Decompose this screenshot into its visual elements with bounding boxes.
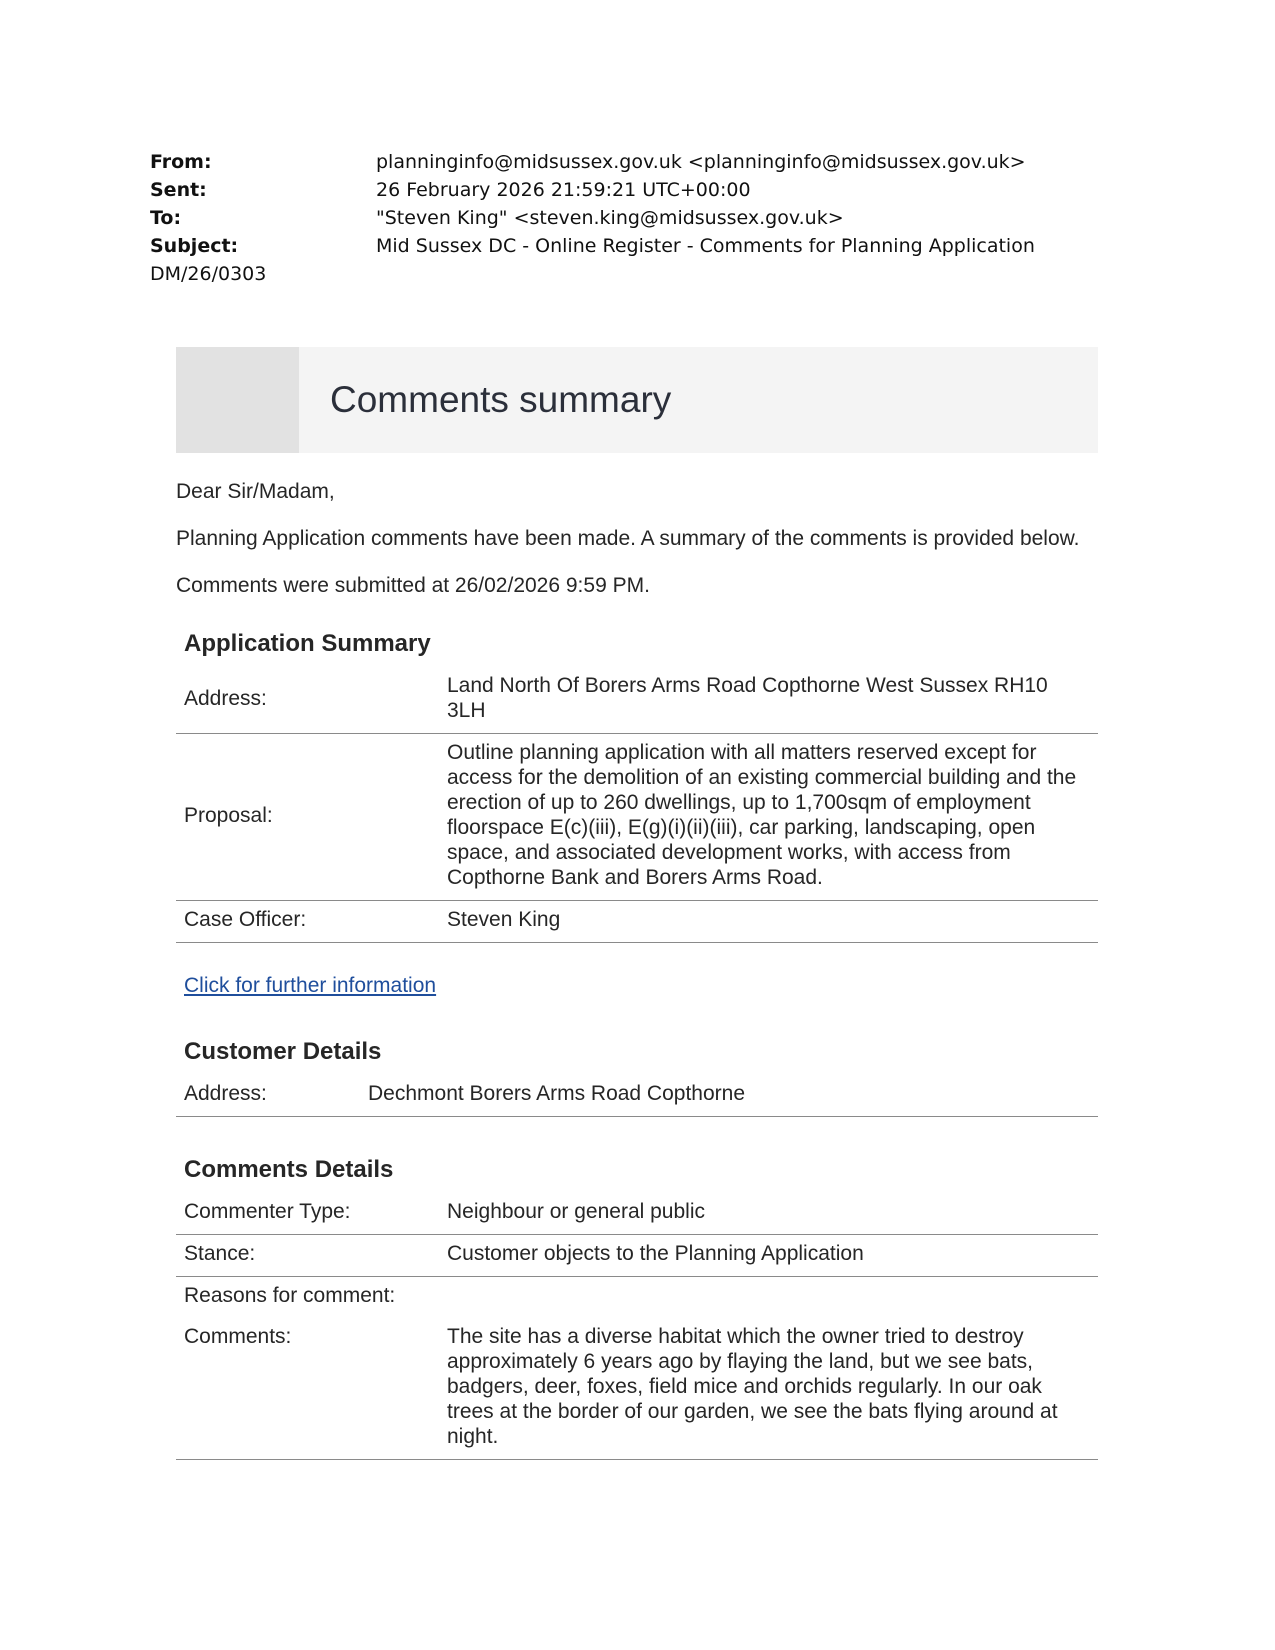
row-value: Outline planning application with all matters reserved except for access for the demolition of an existing commercial building and the erection of up to 260 dwellings, up to 1,700sqm of employment floorspace E(c)(iii), E(g)(i)(ii)(iii), car parking, landscaping, open space, and associated development works, with access from Copthorne Bank and Borers Arms Road. (439, 734, 1098, 901)
banner-title: Comments summary (330, 379, 672, 420)
greeting: Dear Sir/Madam, (176, 480, 335, 503)
row-value (439, 1277, 1098, 1319)
row-value: Neighbour or general public (439, 1193, 1098, 1235)
row-value: The site has a diverse habitat which the owner tried to destroy approximately 6 years ago by flaying the land, but we see bats, badgers, deer, foxes, field mice and orchids regularly. In our oak trees at the border of our garden, we see the bats flying around at night. (439, 1318, 1098, 1460)
subject-value: Mid Sussex DC - Online Register - Comments for Planning Application (376, 235, 1035, 257)
submitted-time: Comments were submitted at 26/02/2026 9:59 PM. (176, 574, 650, 597)
table-row (176, 1277, 1098, 1319)
sent-value: 26 February 2026 21:59:21 UTC+00:00 (376, 179, 751, 201)
table-row (176, 1075, 1098, 1117)
row-value: Steven King (439, 901, 1098, 943)
subject-label: Subject: (150, 235, 239, 257)
row-label: Comments: (176, 1318, 439, 1460)
row-label: Proposal: (176, 734, 439, 901)
further-info-wrap (176, 973, 1098, 999)
email-header (150, 148, 1100, 288)
row-value: Dechmont Borers Arms Road Copthorne (360, 1075, 1098, 1117)
customer-details-heading: Customer Details (184, 1038, 382, 1065)
to-label: To: (150, 207, 182, 229)
comments-details-table (176, 1193, 1098, 1460)
email-body (176, 347, 1098, 1460)
from-label: From: (150, 151, 212, 173)
table-row (176, 734, 1098, 901)
table-row (176, 1193, 1098, 1235)
row-label: Reasons for comment: (184, 1284, 396, 1307)
row-label: Stance: (176, 1235, 439, 1277)
row-value: Land North Of Borers Arms Road Copthorne West Sussex RH10 3LH (439, 667, 1098, 734)
table-row (176, 1235, 1098, 1277)
table-row (176, 901, 1098, 943)
sent-row (150, 176, 1100, 204)
application-summary-heading: Application Summary (184, 630, 431, 657)
subject-continued: DM/26/0303 (150, 263, 267, 285)
row-value: Customer objects to the Planning Application (439, 1235, 1098, 1277)
subject-row (150, 232, 1100, 260)
application-summary-table (176, 667, 1098, 943)
further-info-link[interactable]: Click for further information (184, 974, 437, 997)
row-label: Address: (176, 1075, 360, 1117)
banner-accent-block (176, 347, 299, 453)
table-row (176, 1318, 1098, 1460)
row-label: Case Officer: (176, 901, 439, 943)
comments-details-heading: Comments Details (184, 1156, 394, 1183)
row-label: Commenter Type: (176, 1193, 439, 1235)
to-row (150, 204, 1100, 232)
banner (176, 347, 1098, 453)
intro-message: Planning Application comments have been made. A summary of the comments is provided below. (176, 527, 1080, 550)
table-row (176, 667, 1098, 734)
from-value: planninginfo@midsussex.gov.uk <planninginfo@midsussex.gov.uk> (376, 151, 1026, 173)
sent-label: Sent: (150, 179, 207, 201)
row-label: Address: (176, 667, 439, 734)
from-row (150, 148, 1100, 176)
customer-details-table (176, 1075, 1098, 1117)
to-value: "Steven King" <steven.king@midsussex.gov.uk> (376, 207, 844, 229)
